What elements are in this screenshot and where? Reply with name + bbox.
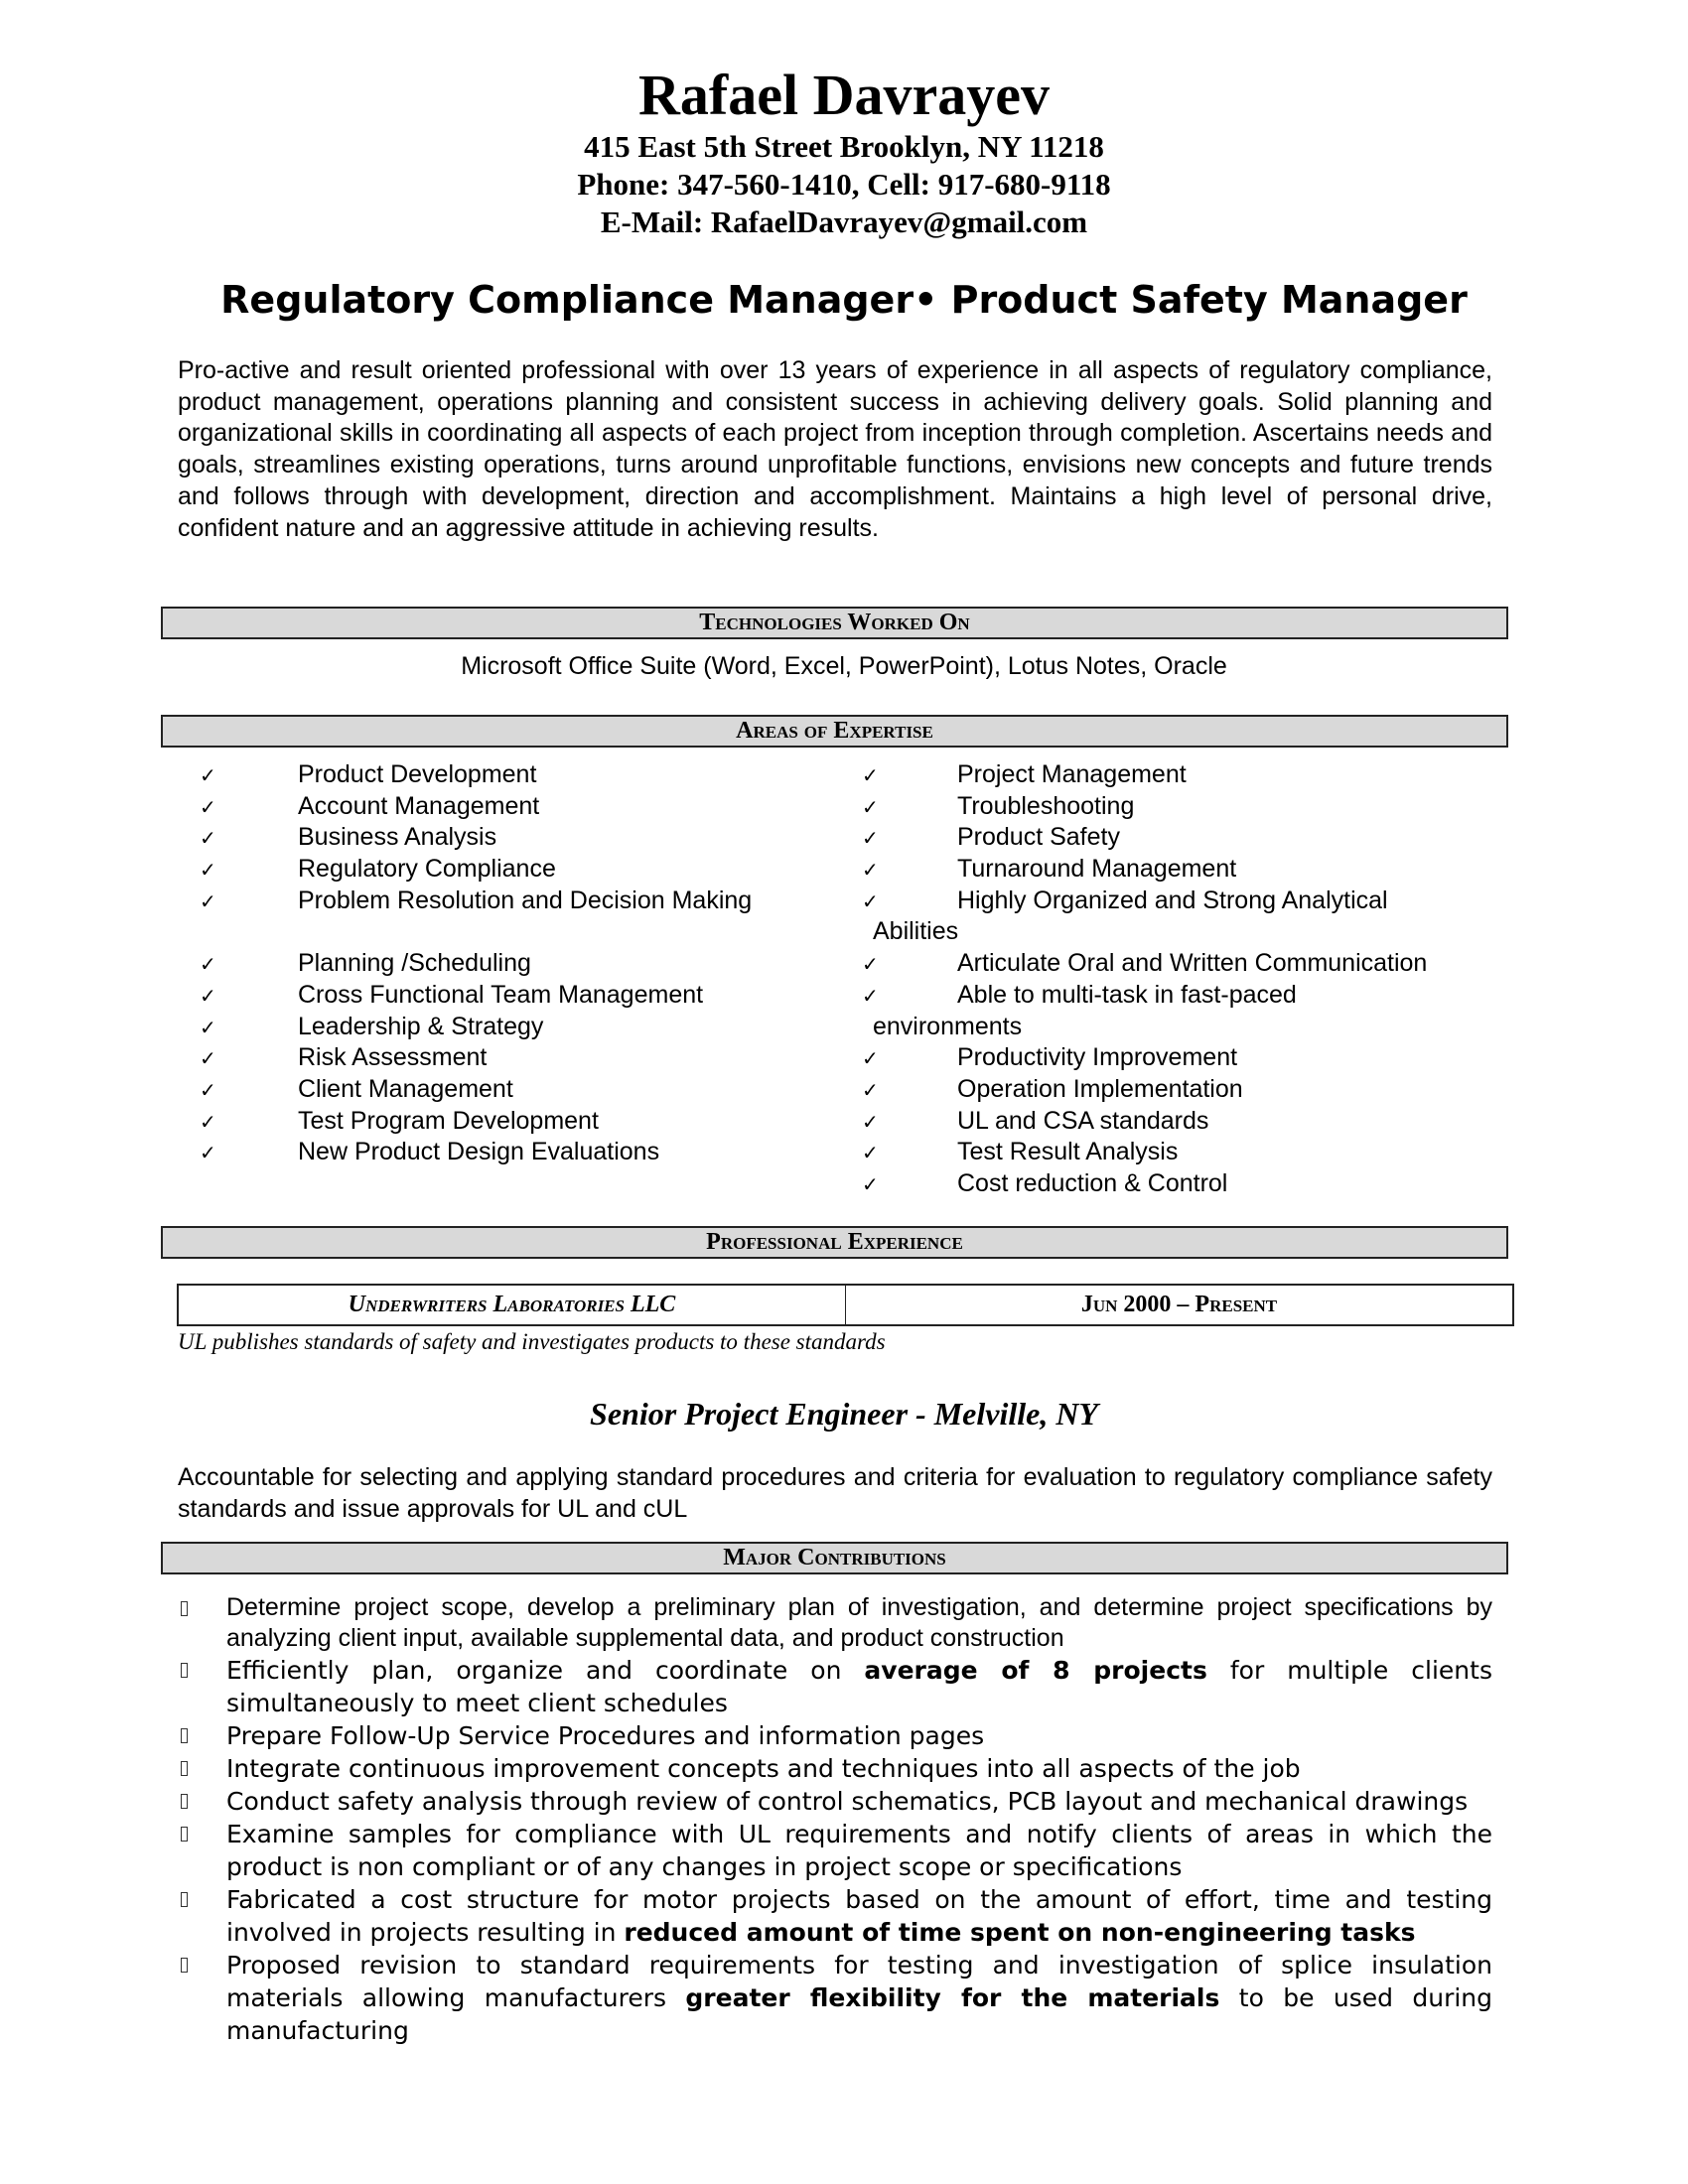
resume-headline: Regulatory Compliance Manager• Product Safety Manager	[220, 278, 1468, 322]
expertise-label: Account Management	[298, 791, 540, 820]
expertise-item	[200, 1106, 752, 1138]
expertise-item	[200, 791, 752, 823]
expertise-left-column	[200, 759, 752, 1168]
expertise-label: Able to multi-task in fast-paced	[957, 980, 1297, 1009]
checkmark-icon: ✓	[862, 763, 879, 787]
checkmark-icon: ✓	[862, 826, 879, 851]
expertise-label: Leadership & Strategy	[298, 1012, 544, 1040]
contribution-text: Proposed revision to standard requirements for testing and investigation of splice insulation materials allowing manufacturers	[226, 1951, 1492, 2012]
bullet-icon	[181, 1663, 188, 1678]
expertise-label: Client Management	[298, 1074, 513, 1103]
job-title: Senior Project Engineer - Melville, NY	[590, 1396, 1098, 1432]
expertise-label: Problem Resolution and Decision Making	[298, 886, 753, 914]
expertise-label: Test Program Development	[298, 1106, 599, 1135]
expertise-item	[862, 791, 1427, 823]
checkmark-icon: ✓	[862, 1046, 879, 1071]
contribution-item	[181, 1785, 1492, 1818]
expertise-item-continuation: Abilities	[873, 917, 959, 946]
checkmark-icon: ✓	[862, 858, 879, 883]
expertise-item	[200, 1042, 752, 1074]
checkmark-icon: ✓	[200, 858, 216, 883]
expertise-item	[862, 886, 1427, 917]
checkmark-icon: ✓	[862, 1109, 879, 1134]
section-header-experience: Professional Experience	[161, 1226, 1508, 1259]
expertise-item	[200, 1012, 752, 1043]
expertise-label: Project Management	[957, 760, 1187, 788]
expertise-label: Cross Functional Team Management	[298, 980, 704, 1009]
bullet-icon	[181, 1892, 188, 1907]
expertise-label: Planning /Scheduling	[298, 949, 531, 978]
checkmark-icon: ✓	[862, 983, 879, 1008]
expertise-item	[862, 854, 1427, 886]
expertise-item	[862, 948, 1427, 980]
expertise-label: Highly Organized and Strong Analytical	[957, 886, 1388, 914]
expertise-label: Risk Assessment	[298, 1043, 488, 1072]
email: E-Mail: RafaelDavrayev@gmail.com	[600, 205, 1088, 239]
expertise-item	[200, 1074, 752, 1106]
expertise-label: Articulate Oral and Written Communication	[957, 949, 1428, 978]
candidate-name: Rafael Davrayev	[638, 63, 1050, 127]
contribution-item	[181, 1818, 1492, 1883]
contribution-highlight: greater flexibility for the materials	[685, 1983, 1220, 2012]
checkmark-icon: ✓	[862, 1077, 879, 1102]
checkmark-icon: ✓	[200, 1077, 216, 1102]
contribution-text: Conduct safety analysis through review of control schematics, PCB layout and mechanical drawings	[226, 1787, 1469, 1816]
company-description: UL publishes standards of safety and investigates products to these standards	[178, 1329, 886, 1354]
expertise-item	[200, 948, 752, 980]
expertise-label: Test Result Analysis	[957, 1138, 1179, 1166]
expertise-label: Troubleshooting	[957, 791, 1135, 820]
expertise-right-column	[862, 759, 1427, 1200]
bullet-icon	[181, 1794, 188, 1809]
contribution-item	[181, 1719, 1492, 1752]
checkmark-icon: ✓	[200, 1046, 216, 1071]
contribution-text: for multiple clients simultaneously to meet client schedules	[226, 1656, 1492, 1717]
expertise-label: Product Safety	[957, 823, 1120, 852]
contributions-list	[181, 1592, 1492, 2047]
checkmark-icon: ✓	[200, 983, 216, 1008]
expertise-label: Product Development	[298, 760, 537, 788]
expertise-item	[862, 759, 1427, 791]
contribution-text: Integrate continuous improvement concepts and techniques into all aspects of the job	[226, 1754, 1301, 1783]
checkmark-icon: ✓	[200, 826, 216, 851]
contribution-item	[181, 1592, 1492, 1654]
technologies-list: Microsoft Office Suite (Word, Excel, PowerPoint), Lotus Notes, Oracle	[461, 652, 1227, 680]
expertise-label: Cost reduction & Control	[957, 1168, 1228, 1197]
job-header-table	[177, 1284, 1514, 1326]
expertise-item	[200, 759, 752, 791]
expertise-label: Regulatory Compliance	[298, 855, 556, 884]
bullet-icon	[181, 1761, 188, 1776]
expertise-label: UL and CSA standards	[957, 1106, 1209, 1135]
expertise-item	[862, 1042, 1427, 1074]
checkmark-icon: ✓	[862, 952, 879, 977]
expertise-item	[200, 854, 752, 886]
contribution-text: Determine project scope, develop a preliminary plan of investigation, and determine project specifications by analyzing client input, available supplemental data, and product construction	[226, 1593, 1492, 1652]
expertise-item	[862, 822, 1427, 854]
contribution-text: Examine samples for compliance with UL requirements and notify clients of areas in which the product is non compliant or of any changes in project scope or specifications	[226, 1820, 1492, 1881]
contribution-item	[181, 1654, 1492, 1719]
contribution-highlight: reduced amount of time spent on non-engineering tasks	[624, 1918, 1416, 1947]
expertise-item	[862, 1137, 1427, 1168]
phone: Phone: 347-560-1410, Cell: 917-680-9118	[577, 167, 1111, 202]
checkmark-icon: ✓	[200, 952, 216, 977]
expertise-item	[200, 1137, 752, 1168]
contribution-highlight: average of 8 projects	[864, 1656, 1207, 1685]
checkmark-icon: ✓	[200, 763, 216, 787]
bullet-icon	[181, 1827, 188, 1842]
expertise-item-continuation: environments	[873, 1012, 1023, 1040]
address: 415 East 5th Street Brooklyn, NY 11218	[584, 129, 1104, 164]
contribution-item	[181, 1883, 1492, 1949]
checkmark-icon: ✓	[200, 794, 216, 819]
expertise-label: Turnaround Management	[957, 855, 1237, 884]
section-header-expertise: Areas of Expertise	[161, 715, 1508, 748]
checkmark-icon: ✓	[862, 1171, 879, 1196]
expertise-item	[862, 1074, 1427, 1106]
expertise-label: Business Analysis	[298, 823, 497, 852]
job-description: Accountable for selecting and applying standard procedures and criteria for evaluation to regulatory compliance safety standards and issue approvals for UL and cUL	[178, 1463, 1492, 1523]
bullet-icon	[181, 1958, 188, 1973]
checkmark-icon: ✓	[200, 1141, 216, 1165]
checkmark-icon: ✓	[200, 888, 216, 913]
bullet-icon	[181, 1601, 188, 1616]
expertise-item	[200, 822, 752, 854]
contribution-item	[181, 1949, 1492, 2047]
spacer	[200, 916, 752, 948]
contribution-text: Efficiently plan, organize and coordinate on	[226, 1656, 865, 1685]
expertise-label: Productivity Improvement	[957, 1043, 1238, 1072]
section-header-contributions: Major Contributions	[161, 1542, 1508, 1574]
expertise-item	[862, 1168, 1427, 1200]
expertise-label: Operation Implementation	[957, 1074, 1243, 1103]
expertise-label: New Product Design Evaluations	[298, 1138, 660, 1166]
checkmark-icon: ✓	[200, 1109, 216, 1134]
checkmark-icon: ✓	[862, 794, 879, 819]
expertise-item	[862, 980, 1427, 1012]
contribution-text: Fabricated a cost structure for motor projects based on the amount of effort, time and testing involved in projects resulting in	[226, 1885, 1492, 1947]
job-dates: Jun 2000 – Present	[1080, 1292, 1278, 1317]
contribution-item	[181, 1752, 1492, 1785]
bullet-icon	[181, 1728, 188, 1743]
expertise-item	[200, 886, 752, 917]
checkmark-icon: ✓	[862, 1141, 879, 1165]
summary-paragraph: Pro-active and result oriented professional with over 13 years of experience in all aspects of regulatory compliance, product management, operations planning and consistent success in achieving delivery goals. Solid planning and organizational skills in coordinating all aspects of each project from inception through completion. Ascertains needs and goals, streamlines existing operations, turns around unprofitable functions, envisions new concepts and future trends and follows through with development, direction and accomplishment. Maintains a high level of personal drive, confident nature and an aggressive attitude in achieving results.	[178, 356, 1492, 542]
checkmark-icon: ✓	[862, 888, 879, 913]
company-name: Underwriters Laboratories LLC	[179, 1286, 846, 1324]
expertise-item	[862, 1106, 1427, 1138]
section-header-technologies: Technologies Worked On	[161, 607, 1508, 639]
contribution-text: to be used during manufacturing	[226, 1983, 1493, 2045]
expertise-item	[200, 980, 752, 1012]
checkmark-icon: ✓	[200, 1015, 216, 1039]
contribution-text: Prepare Follow-Up Service Procedures and information pages	[226, 1721, 985, 1750]
